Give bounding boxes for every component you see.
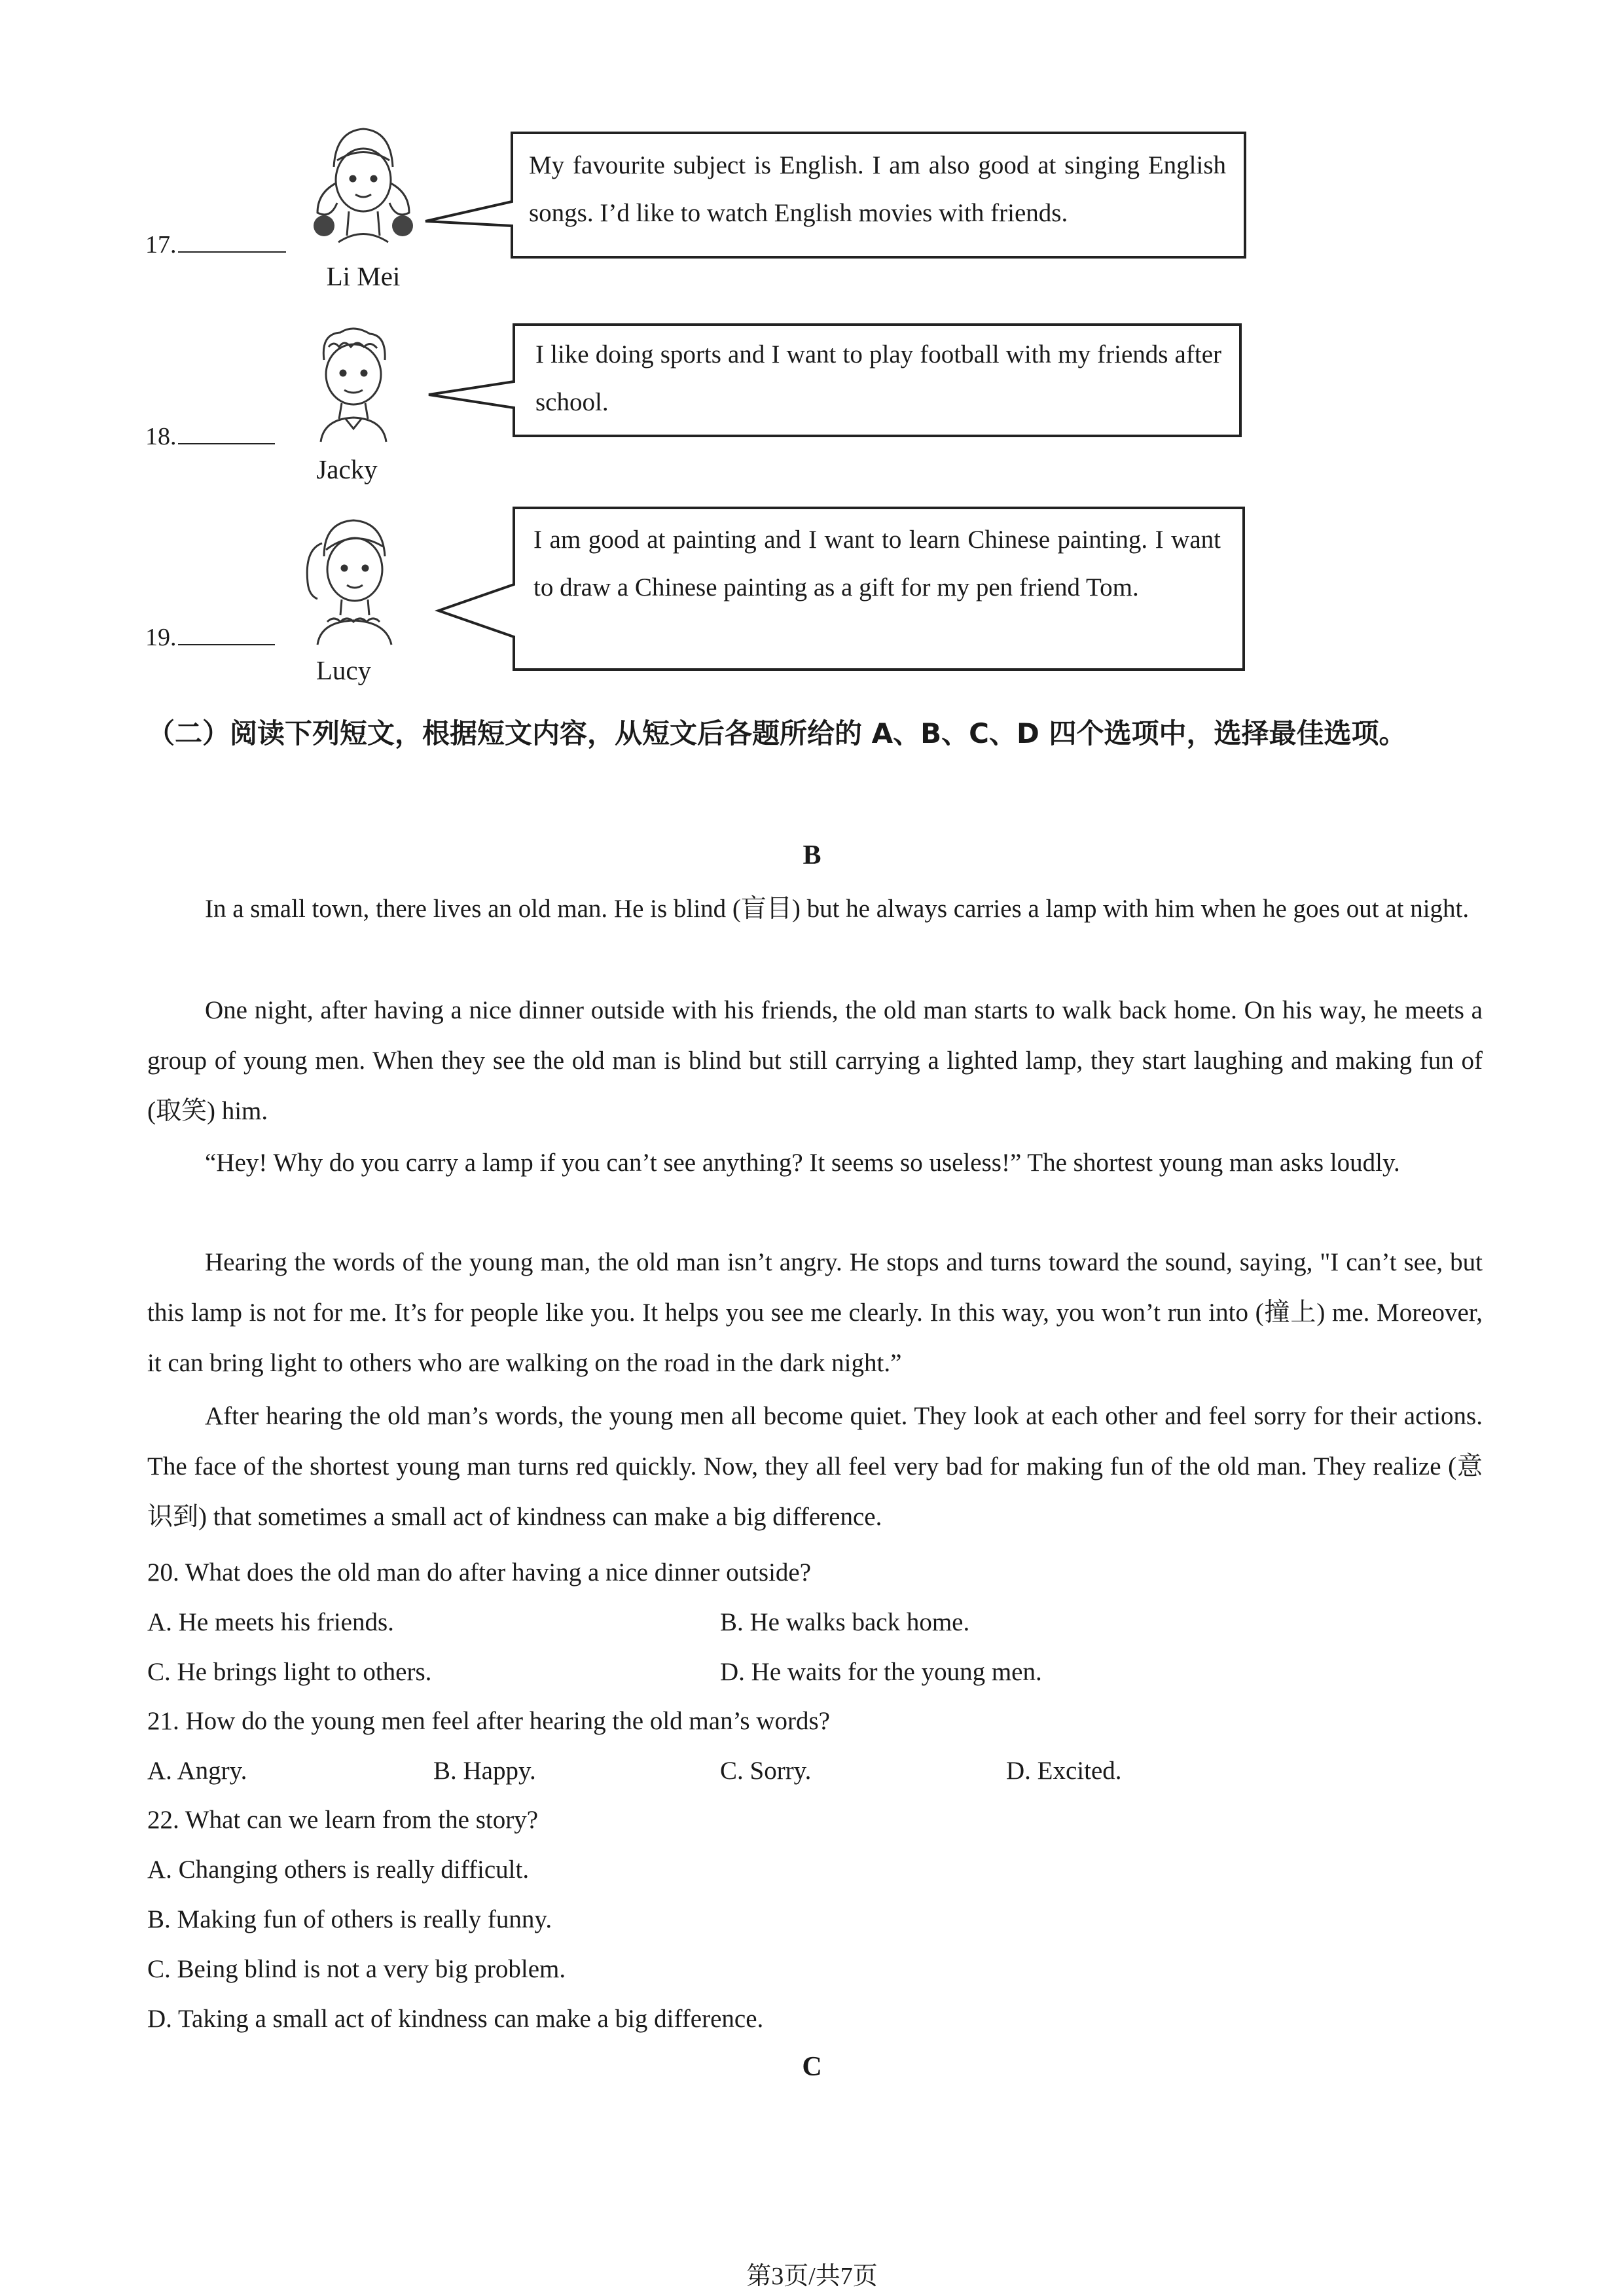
- speech-text-17: My favourite subject is English. I am also good at singing English songs. I’d like to watch English movies with friends.: [529, 151, 1226, 227]
- option-22-b[interactable]: B. Making fun of others is really funny.: [147, 1905, 552, 1933]
- option-20-b[interactable]: B. He walks back home.: [720, 1608, 970, 1636]
- passage-paragraph-5: After hearing the old man’s words, the young men all become quiet. They look at each other and feel sorry for their actions. The face of the shortest young man turns red quickly. Now, they all feel very bad for making fun of the old man. They realize (意识到) that sometimes a small act of kindness can make a big difference.: [147, 1402, 1483, 1531]
- lucy-avatar-icon: [288, 511, 419, 648]
- option-20-d[interactable]: D. He waits for the young men.: [720, 1658, 1042, 1686]
- question-stem-22: 22. What can we learn from the story?: [147, 1806, 539, 1834]
- li-mei-avatar-icon: [298, 121, 429, 252]
- passage-letter-b: B: [803, 840, 821, 870]
- option-20-a[interactable]: A. He meets his friends.: [147, 1608, 394, 1636]
- speaker-name-lucy: Lucy: [316, 655, 372, 685]
- option-21-b[interactable]: B. Happy.: [433, 1757, 536, 1785]
- answer-blank-18[interactable]: [178, 443, 275, 444]
- speech-text-19: I am good at painting and I want to learn Chinese painting. I want to draw a Chinese painting as a gift for my pen friend Tom.: [533, 526, 1221, 601]
- answer-blank-19[interactable]: [178, 644, 275, 645]
- option-22-a[interactable]: A. Changing others is really difficult.: [147, 1856, 530, 1884]
- speaker-name-li-mei: Li Mei: [326, 261, 401, 291]
- question-number-18: 18.: [145, 422, 275, 451]
- answer-blank-17[interactable]: [178, 251, 286, 253]
- section-heading: （二）阅读下列短文，根据短文内容，从短文后各题所给的 A、B、C、D 四个选项中，选择最佳选项。: [147, 717, 1407, 749]
- passage-paragraph-1: In a small town, there lives an old man. He is blind (盲目) but he always carries a lamp with him when he goes out at night.: [205, 895, 1470, 923]
- option-20-c[interactable]: C. He brings light to others.: [147, 1658, 432, 1686]
- option-21-d[interactable]: D. Excited.: [1006, 1757, 1122, 1785]
- page-footer: 第3页/共7页: [746, 2263, 878, 2290]
- speech-text-18: I like doing sports and I want to play football with my friends after school.: [535, 340, 1221, 416]
- question-number-17: 17.: [145, 230, 286, 259]
- option-21-c[interactable]: C. Sorry.: [720, 1757, 812, 1785]
- option-22-c[interactable]: C. Being blind is not a very big problem.: [147, 1955, 566, 1983]
- question-stem-21: 21. How do the young men feel after hearing the old man’s words?: [147, 1707, 830, 1735]
- question-number-19: 19.: [145, 623, 275, 652]
- passage-paragraph-4: Hearing the words of the young man, the old man isn’t angry. He stops and turns toward the sound, saying, "I can’t see, but this lamp is not for me. It’s for people like you. It helps you see me clearly. In this way, you won’t run into (撞上) me. Moreover, it can bring light to others who are walking on the road in the dark night.”: [147, 1248, 1483, 1377]
- option-21-a[interactable]: A. Angry.: [147, 1757, 247, 1785]
- speaker-name-jacky: Jacky: [316, 454, 378, 484]
- question-stem-20: 20. What does the old man do after having a nice dinner outside?: [147, 1558, 812, 1587]
- option-22-d[interactable]: D. Taking a small act of kindness can make a big difference.: [147, 2005, 764, 2033]
- passage-paragraph-2: One night, after having a nice dinner outside with his friends, the old man starts to walk back home. On his way, he meets a group of young men. When they see the old man is blind but still carrying a lighted lamp, they start laughing and making fun of (取笑) him.: [147, 996, 1483, 1125]
- passage-paragraph-3: “Hey! Why do you carry a lamp if you can’t see anything? It seems so useless!” The shortest young man asks loudly.: [205, 1149, 1400, 1177]
- passage-letter-c: C: [802, 2052, 822, 2082]
- jacky-avatar-icon: [288, 321, 419, 452]
